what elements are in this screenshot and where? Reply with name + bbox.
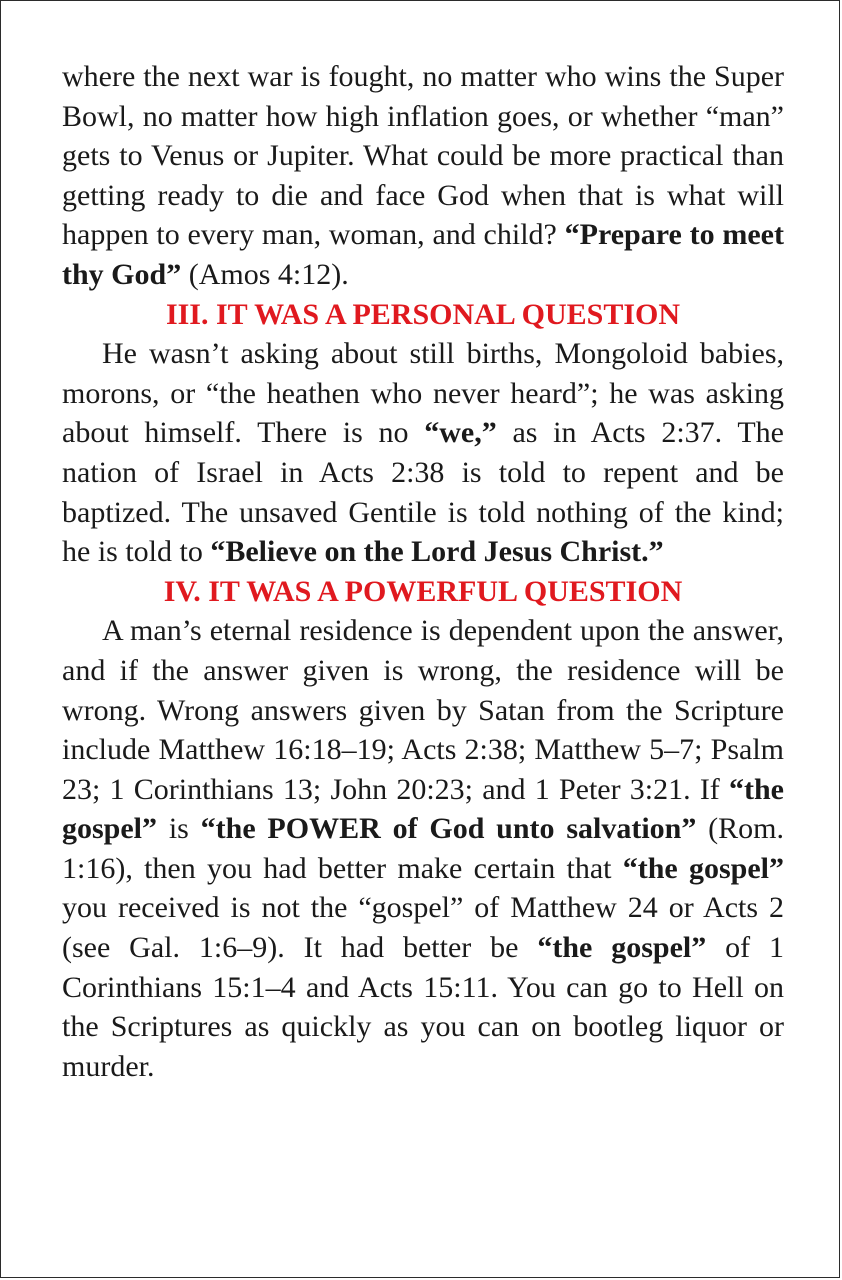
section-heading-iii: III. IT WAS A PERSONAL QUESTION (165, 297, 681, 331)
paragraph-powerful-question (62, 611, 784, 1086)
scripture-quote: “the gospel” (537, 931, 707, 965)
paragraph-text: is (157, 812, 201, 846)
scripture-quote: “Believe on the Lord Jesus Christ.” (210, 535, 664, 569)
paragraph-text: of 1 Corinthians 15:1–4 and Acts 15:11. You can go to Hell on the Scriptures as quickly as you can on bootleg liquor or murder. (62, 931, 785, 1083)
scripture-quote: “Prepare to meet thy God” (62, 218, 784, 291)
scripture-quote: “the gospel” (62, 772, 784, 846)
paragraph-continuation (62, 57, 784, 295)
scripture-quote: “the gospel” (622, 851, 785, 885)
paragraph-text: A man’s eternal residence is dependent upon the answer, and if the answer given is wrong, the residence will be wrong. Wrong answers given by Satan from the Scripture include Matthew 16:18–19; Acts 2:38; Matthew 5–7; Psalm 23; 1 Corinthians 13; John 20:23; and 1 Peter 3:21. If (62, 614, 784, 806)
scripture-quote: “the POWER of God unto salvation” (200, 812, 697, 846)
paragraph-personal-question (62, 334, 784, 572)
paragraph-text: (Amos 4:12). (181, 257, 349, 291)
paragraph-text: where the next war is fought, no matter who wins the Super Bowl, no matter how high inflation goes, or whether “man” gets to Venus or Jupiter. What could be more practical than getting ready to die and face God when that is what will happen to every man, woman, and child? (62, 60, 784, 252)
section-heading-iv: IV. IT WAS A POWERFUL QUESTION (163, 574, 683, 608)
page-content (62, 57, 784, 1086)
paragraph-text: (Rom. 1:16), then you had better make certain that (62, 812, 784, 885)
paragraph-text: as in Acts 2:37. The nation of Israel in Acts 2:38 is told to repent and be baptized. The unsaved Gentile is told nothing of the kind; he is told to (62, 416, 784, 569)
scripture-quote: “we,” (424, 416, 497, 450)
paragraph-text: you received is not the “gospel” of Matthew 24 or Acts 2 (see Gal. 1:6–9). It had better be (62, 891, 784, 965)
paragraph-text: He wasn’t asking about still births, Mongoloid babies, morons, or “the heathen who never heard”; he was asking about himself. There is no (62, 337, 784, 450)
